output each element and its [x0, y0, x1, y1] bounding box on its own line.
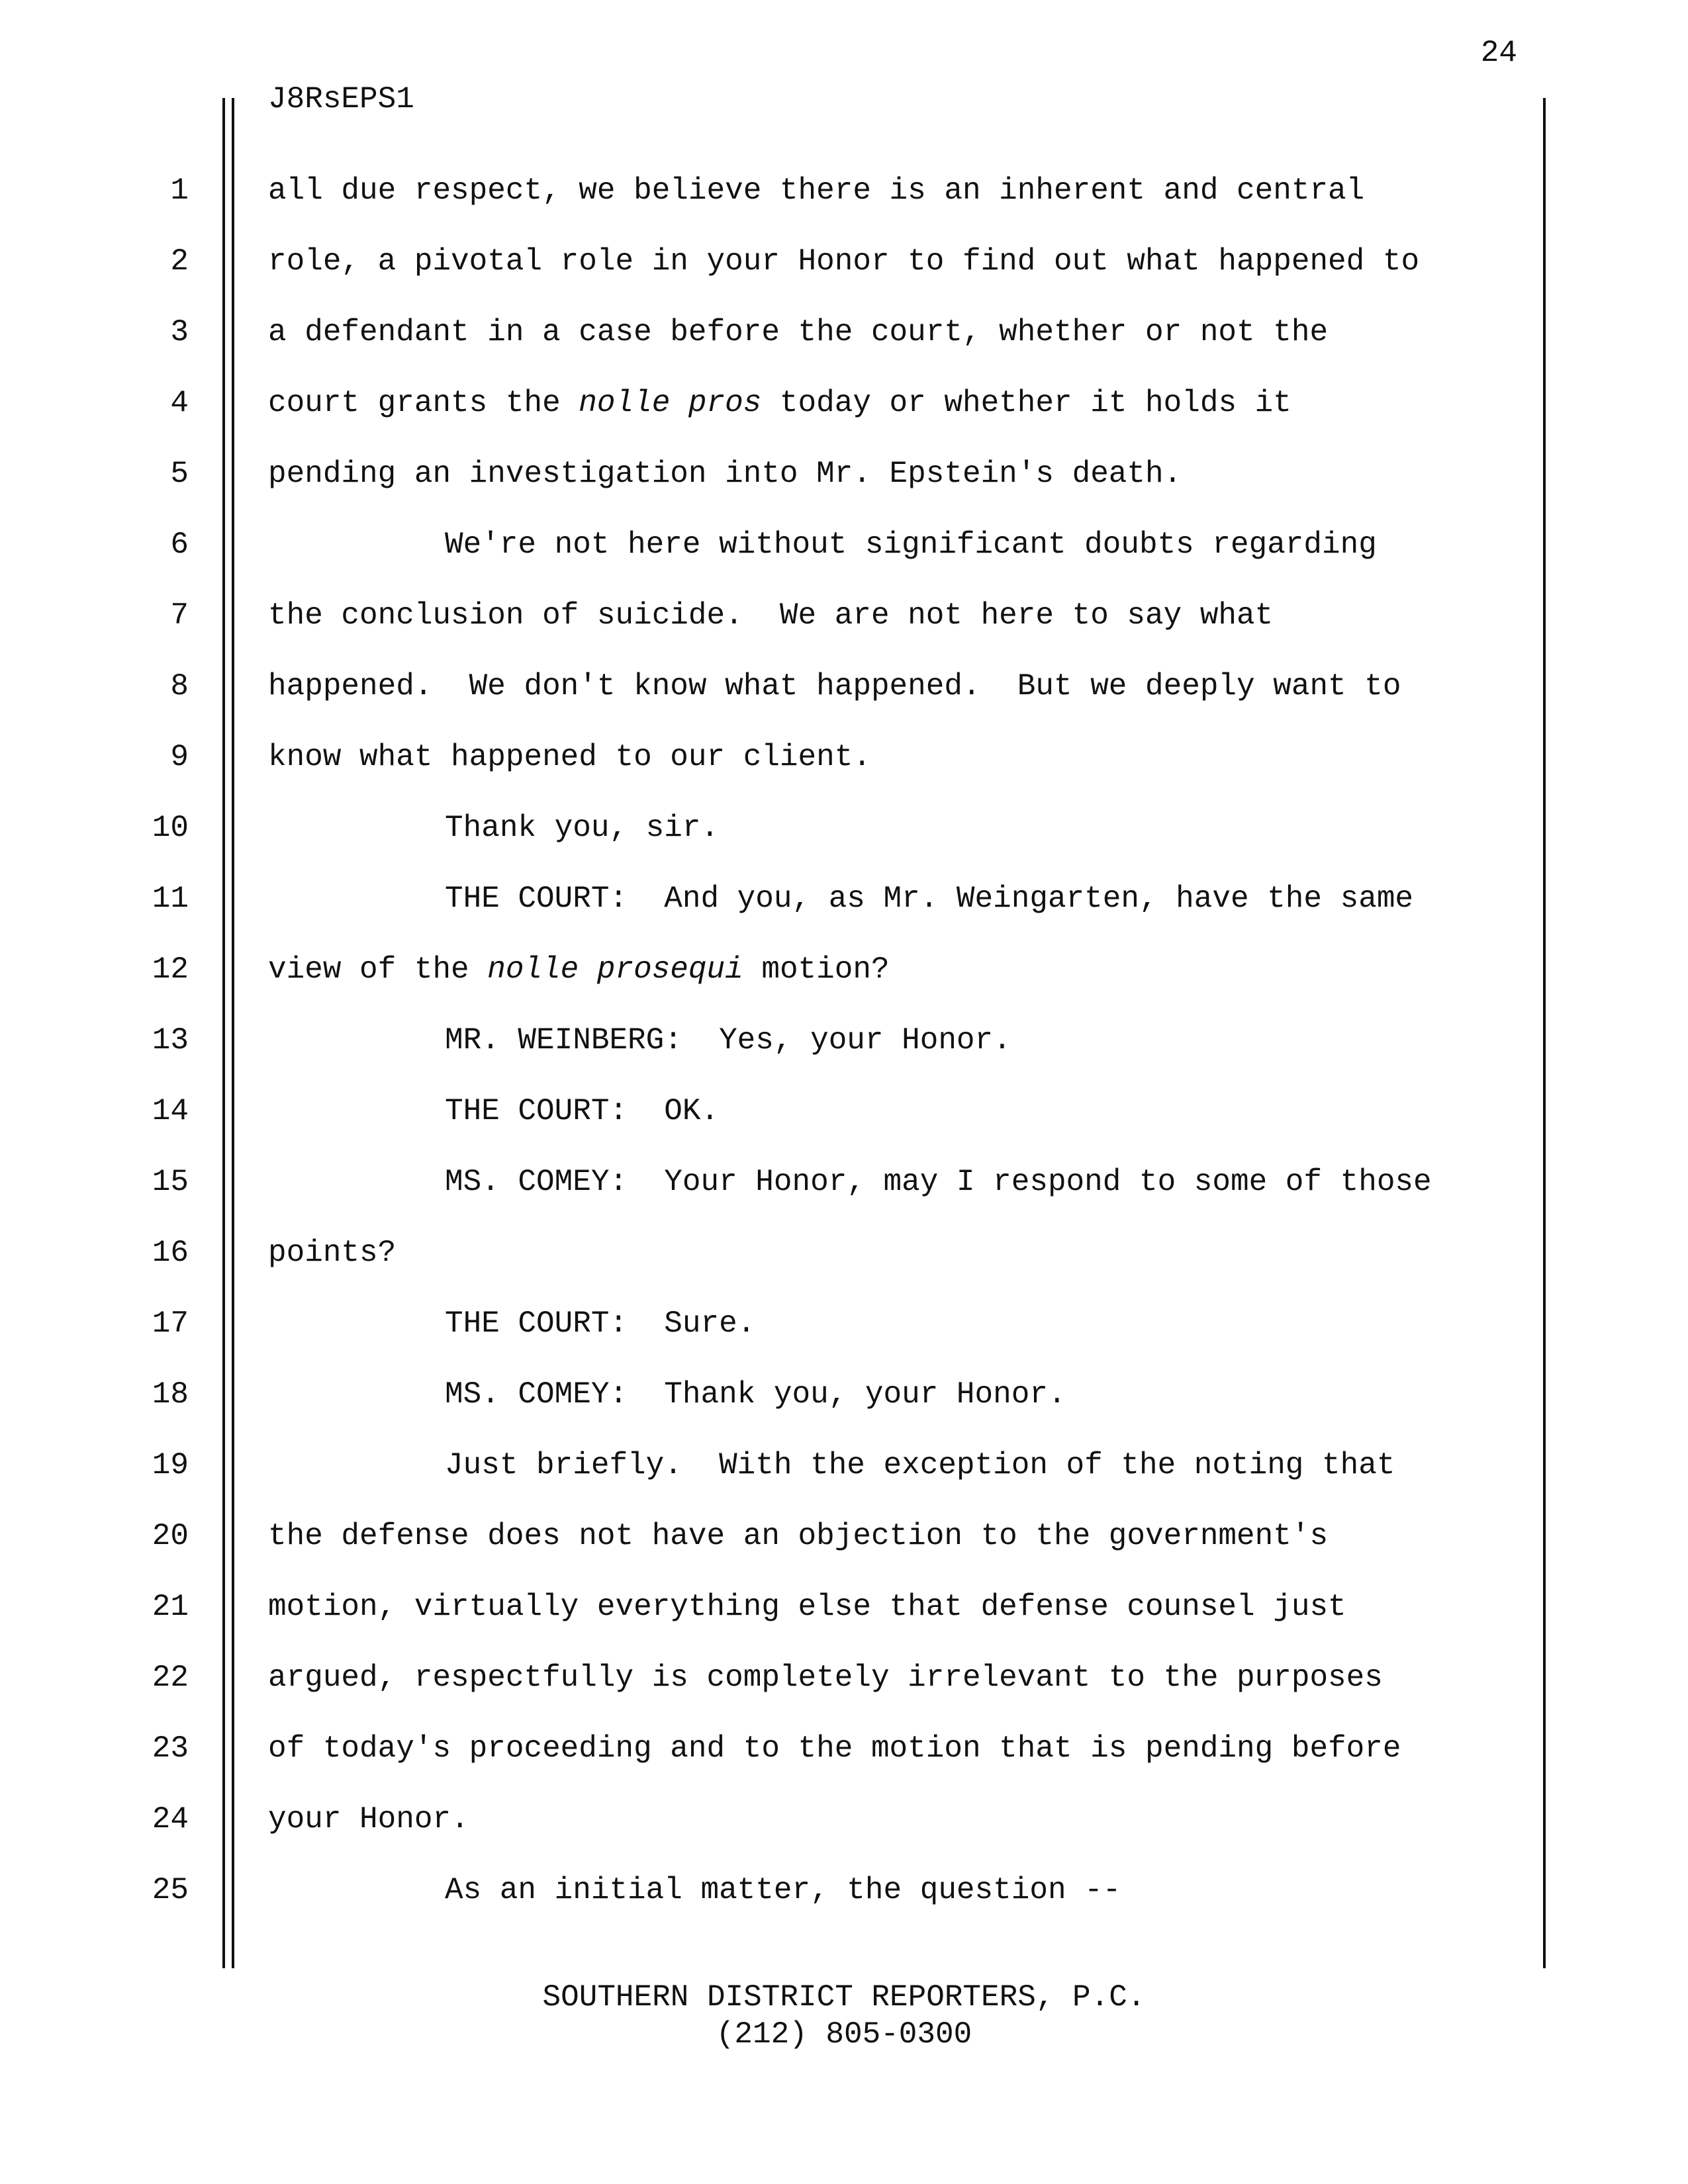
transcript-line	[0, 879, 1688, 950]
line-number: 12	[152, 952, 189, 987]
line-text	[268, 950, 890, 989]
line-text	[268, 242, 1419, 281]
text-run: points?	[268, 1236, 397, 1270]
transcript-line	[0, 1021, 1688, 1091]
text-run: of today's proceeding and to the motion that is pending before	[268, 1731, 1401, 1766]
transcript-line	[0, 1233, 1688, 1304]
line-text	[268, 737, 871, 777]
text-run: know what happened to our client.	[268, 740, 871, 774]
text-run: argued, respectfully is completely irrelevant to the purposes	[268, 1661, 1383, 1695]
line-number: 17	[152, 1306, 189, 1341]
line-text	[268, 383, 1291, 423]
page-number: 24	[1480, 36, 1517, 70]
line-number: 18	[152, 1377, 189, 1412]
transcript-line	[0, 1658, 1688, 1729]
line-text	[268, 1658, 1383, 1698]
line-text	[445, 1021, 1011, 1060]
line-text	[445, 1304, 755, 1343]
line-text	[268, 454, 1182, 494]
line-number: 16	[152, 1236, 189, 1270]
text-run: a defendant in a case before the court, whether or not the	[268, 315, 1329, 349]
transcript-line	[0, 737, 1688, 808]
text-run: role, a pivotal role in your Honor to find out what happened to	[268, 244, 1420, 279]
line-number: 7	[170, 598, 189, 633]
line-text	[445, 1870, 1121, 1910]
line-number: 2	[170, 244, 189, 279]
line-number: 3	[170, 315, 189, 349]
line-number: 14	[152, 1094, 189, 1128]
transcript-line	[0, 312, 1688, 383]
text-run: motion, virtually everything else that defense counsel just	[268, 1590, 1346, 1624]
text-run: THE COURT: Sure.	[445, 1306, 756, 1341]
line-number: 9	[170, 740, 189, 774]
reporter-name: SOUTHERN DISTRICT REPORTERS, P.C.	[542, 1980, 1146, 2015]
transcript-line	[0, 596, 1688, 666]
line-text	[445, 1445, 1395, 1485]
text-run: Thank you, sir.	[445, 811, 720, 845]
text-run: MR. WEINBERG: Yes, your Honor.	[445, 1023, 1011, 1058]
line-number: 19	[152, 1448, 189, 1482]
reporter-phone: (212) 805-0300	[716, 2017, 972, 2052]
line-text	[268, 666, 1401, 706]
transcript-line	[0, 1375, 1688, 1445]
transcript-line	[0, 1304, 1688, 1375]
line-number: 1	[170, 173, 189, 208]
line-number: 13	[152, 1023, 189, 1058]
line-text	[445, 1375, 1066, 1414]
line-number: 4	[170, 386, 189, 420]
line-number: 15	[152, 1165, 189, 1199]
text-run: court grants the	[268, 386, 579, 420]
transcript-line	[0, 525, 1688, 596]
text-run: your Honor.	[268, 1802, 469, 1837]
text-run: As an initial matter, the question --	[445, 1873, 1121, 1907]
transcript-line	[0, 171, 1688, 242]
transcript-line	[0, 808, 1688, 879]
transcript-line	[0, 1162, 1688, 1233]
line-number: 25	[152, 1873, 189, 1907]
line-text	[268, 1233, 396, 1273]
text-run: view of the	[268, 952, 488, 987]
line-number: 8	[170, 669, 189, 704]
line-number: 20	[152, 1519, 189, 1553]
transcript-line	[0, 242, 1688, 312]
line-text	[445, 525, 1377, 565]
transcript-line	[0, 1729, 1688, 1799]
italic-term: nolle prosequi	[487, 952, 743, 987]
text-run: MS. COMEY: Your Honor, may I respond to some of those	[445, 1165, 1432, 1199]
line-number: 11	[152, 882, 189, 916]
transcript-line	[0, 383, 1688, 454]
text-run: the conclusion of suicide. We are not here to say what	[268, 598, 1274, 633]
transcript-line	[0, 1799, 1688, 1870]
line-text	[268, 1799, 469, 1839]
line-text	[268, 596, 1273, 635]
page-footer	[0, 1979, 1688, 2053]
text-run: pending an investigation into Mr. Epstein's death.	[268, 457, 1182, 491]
transcript-line	[0, 666, 1688, 737]
line-number: 10	[152, 811, 189, 845]
line-number: 23	[152, 1731, 189, 1766]
line-text	[268, 312, 1328, 352]
text-run: We're not here without significant doubts regarding	[445, 527, 1377, 562]
text-run: the defense does not have an objection to the government's	[268, 1519, 1329, 1553]
transcript-line	[0, 1870, 1688, 1941]
line-text	[268, 1729, 1401, 1768]
transcript-line	[0, 1516, 1688, 1587]
text-run: THE COURT: OK.	[445, 1094, 720, 1128]
line-text	[445, 808, 719, 848]
line-text	[445, 1091, 719, 1131]
text-run: MS. COMEY: Thank you, your Honor.	[445, 1377, 1066, 1412]
transcript-line	[0, 1091, 1688, 1162]
line-number: 5	[170, 457, 189, 491]
line-number: 22	[152, 1661, 189, 1695]
text-run: Just briefly. With the exception of the noting that	[445, 1448, 1395, 1482]
text-run: THE COURT: And you, as Mr. Weingarten, have the same	[445, 882, 1414, 916]
transcript-line	[0, 1445, 1688, 1516]
italic-term: nolle pros	[579, 386, 762, 420]
text-run: happened. We don't know what happened. But we deeply want to	[268, 669, 1401, 704]
line-text	[445, 879, 1413, 919]
text-run: today or whether it holds it	[761, 386, 1291, 420]
transcript-line	[0, 454, 1688, 525]
line-text	[268, 171, 1364, 210]
line-text	[268, 1587, 1346, 1627]
case-id: J8RsEPS1	[268, 82, 414, 116]
transcript-body	[0, 171, 1688, 1941]
text-run: all due respect, we believe there is an inherent and central	[268, 173, 1365, 208]
transcript-line	[0, 950, 1688, 1021]
line-number: 21	[152, 1590, 189, 1624]
line-number: 24	[152, 1802, 189, 1837]
line-number: 6	[170, 527, 189, 562]
line-text	[445, 1162, 1432, 1202]
line-text	[268, 1516, 1328, 1556]
text-run: motion?	[743, 952, 890, 987]
transcript-line	[0, 1587, 1688, 1658]
